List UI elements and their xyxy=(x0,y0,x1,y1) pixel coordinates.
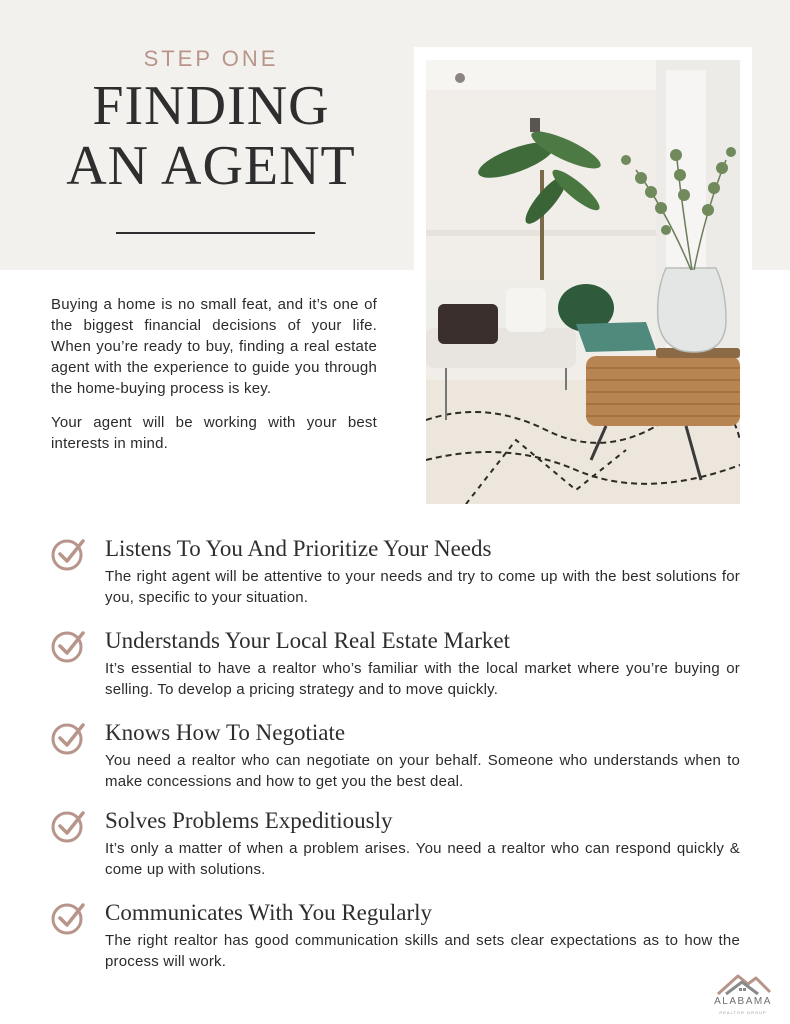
logo-name: ALABAMA xyxy=(714,996,772,1007)
item-title: Knows How To Negotiate xyxy=(105,720,346,745)
check-circle-icon xyxy=(50,808,86,844)
page-title xyxy=(40,76,382,196)
item-body: It’s only a matter of when a problem arises. You need a realtor who can respond quickly & come up with solutions. xyxy=(105,840,740,878)
title-line-1: FINDING xyxy=(92,75,330,137)
title-divider xyxy=(116,232,315,234)
item-title: Listens To You And Prioritize Your Needs xyxy=(105,536,492,561)
intro-paragraph-2: Your agent will be working with your best interests in mind. xyxy=(51,414,377,452)
item-body: You need a realtor who can negotiate on your behalf. Someone who understands when to make concessions and how to get you the best deal. xyxy=(105,752,740,790)
item-title: Understands Your Local Real Estate Market xyxy=(105,628,510,653)
logo-tagline: REALTOR GROUP xyxy=(719,1010,767,1015)
item-title: Solves Problems Expeditiously xyxy=(105,808,393,833)
title-line-2: AN AGENT xyxy=(66,135,356,197)
check-circle-icon xyxy=(50,720,86,756)
living-room-photo xyxy=(426,60,740,504)
check-circle-icon xyxy=(50,628,86,664)
intro-paragraph-1: Buying a home is no small feat, and it’s one of the biggest financial decisions of your life. When you’re ready to buy, finding a real estate agent with the experience to guide you through the home-buying process is key. xyxy=(51,296,377,397)
check-circle-icon xyxy=(50,900,86,936)
item-body: The right realtor has good communication skills and sets clear expectations as to how the process will work. xyxy=(105,932,740,970)
intro-section xyxy=(51,294,377,454)
item-body: It’s essential to have a realtor who’s familiar with the local market where you’re buying or selling. To develop a pricing strategy and to move quickly. xyxy=(105,660,740,698)
item-title: Communicates With You Regularly xyxy=(105,900,433,925)
item-body: The right agent will be attentive to your needs and try to come up with the best solutions for you, specific to your situation. xyxy=(105,568,740,606)
step-label: STEP ONE xyxy=(143,46,279,71)
check-circle-icon xyxy=(50,536,86,572)
